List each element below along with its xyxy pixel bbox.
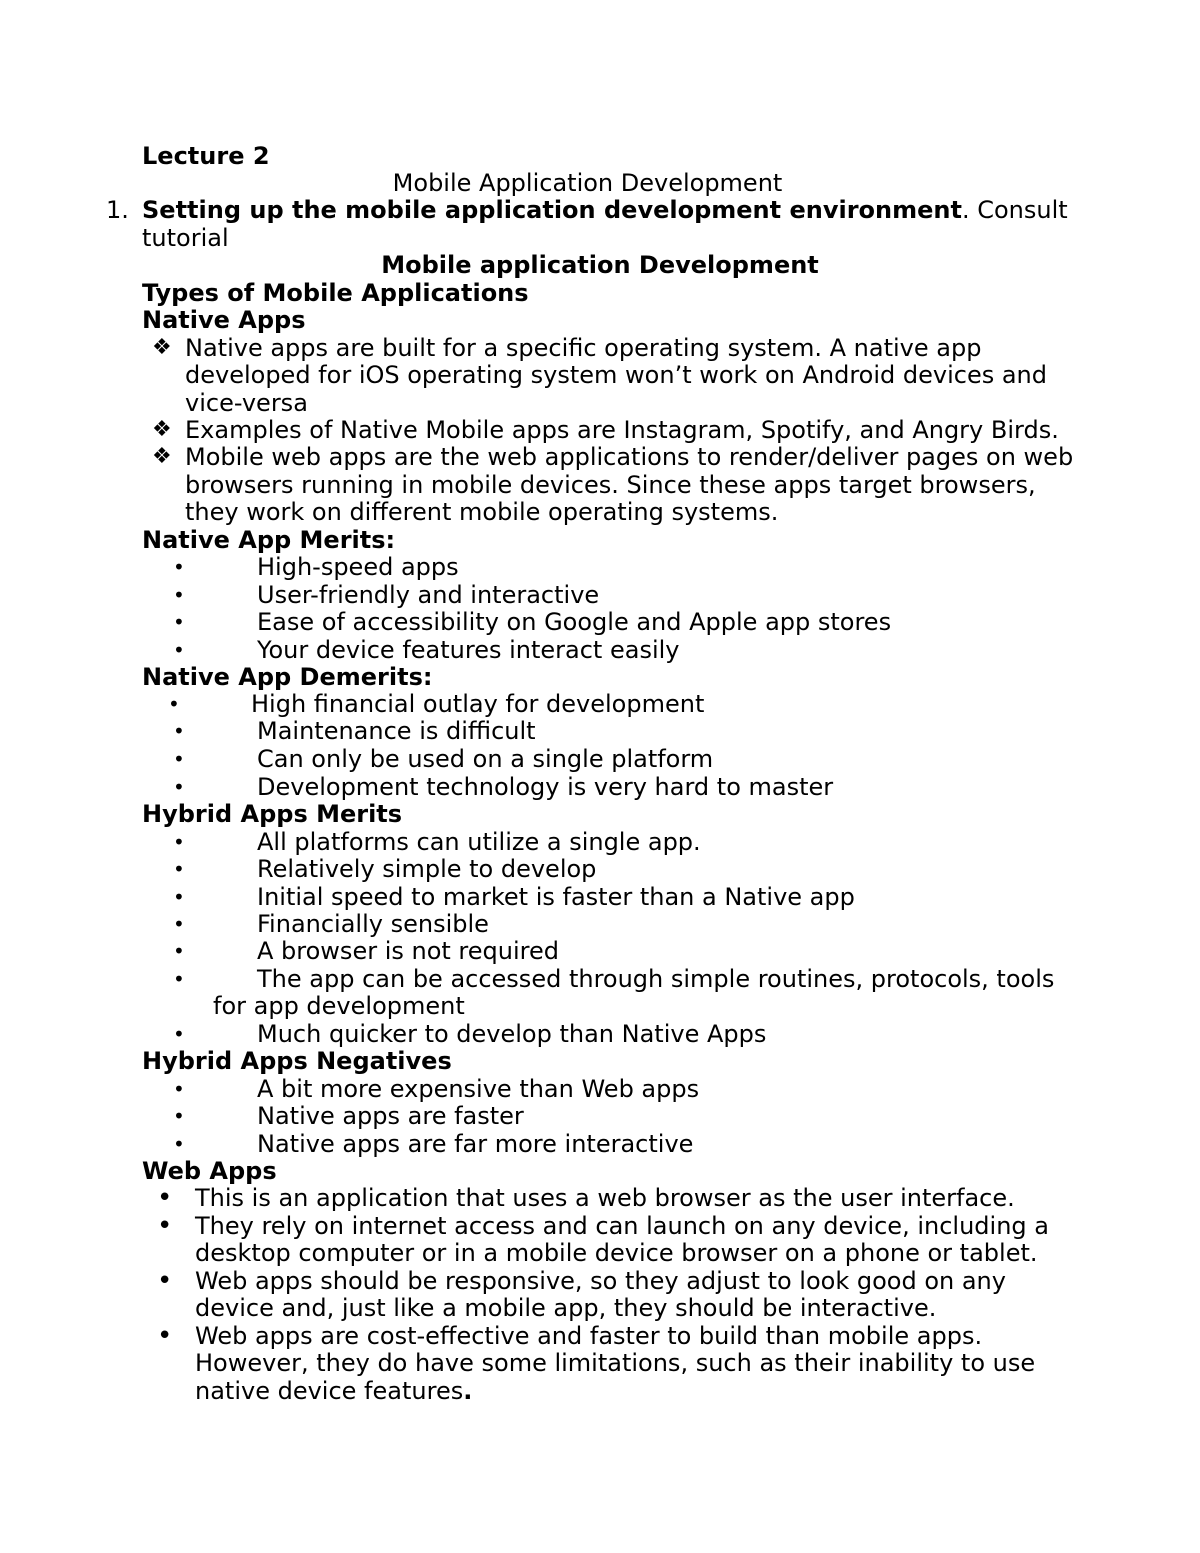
item1-rest-text: . Consult bbox=[961, 196, 1068, 224]
web-bullet-3-line-1: Web apps should be responsive, so they adjust to look good on any bbox=[195, 1267, 1006, 1295]
native-demerit-item: Can only be used on a single platform bbox=[257, 745, 714, 773]
web-bullet-2-line-1: They rely on internet access and can launch on any device, including a bbox=[195, 1212, 1049, 1240]
hybrid-merit-item: Initial speed to market is faster than a Native app bbox=[257, 883, 855, 911]
bullet-dot-icon: • bbox=[173, 1022, 185, 1046]
web-bullet-1-line-1: This is an application that uses a web browser as the user interface. bbox=[195, 1184, 1015, 1212]
diamond-bullet-icon: ❖ bbox=[152, 444, 172, 469]
document-subtitle: Mobile Application Development bbox=[392, 169, 783, 197]
native-demerit-item: High financial outlay for development bbox=[251, 690, 705, 718]
bullet-dot-icon: • bbox=[173, 1132, 185, 1156]
bullet-dot-icon: • bbox=[173, 939, 185, 963]
hybrid-merit-item: A browser is not required bbox=[257, 937, 559, 965]
hybrid-merit-item: Financially sensible bbox=[257, 910, 489, 938]
bullet-dot-icon: • bbox=[173, 719, 185, 743]
bullet-dot-icon: • bbox=[157, 1183, 173, 1213]
hybrid-merit-item: All platforms can utilize a single app. bbox=[257, 828, 701, 856]
web-bullet-4-line-1: Web apps are cost-effective and faster to build than mobile apps. bbox=[195, 1322, 983, 1350]
hybrid-negative-item: Native apps are faster bbox=[257, 1102, 524, 1130]
native-merits-heading: Native App Merits: bbox=[142, 526, 396, 554]
hybrid-merit-wrap-line: for app development bbox=[213, 992, 465, 1020]
web-bullet-4-line-3: native device features bbox=[195, 1377, 464, 1405]
item1-bold-text: Setting up the mobile application development environment bbox=[142, 196, 962, 224]
hybrid-negative-item: A bit more expensive than Web apps bbox=[257, 1075, 700, 1103]
bullet-dot-icon: • bbox=[157, 1266, 173, 1296]
final-period: . bbox=[463, 1377, 473, 1405]
bullet-dot-icon: • bbox=[173, 830, 185, 854]
bullet-dot-icon: • bbox=[173, 1104, 185, 1128]
bullet-dot-icon: • bbox=[173, 885, 185, 909]
diamond-bullet-icon: ❖ bbox=[152, 335, 172, 360]
hybrid-merit-item: Much quicker to develop than Native Apps bbox=[257, 1020, 767, 1048]
item1-text bbox=[142, 196, 1068, 224]
bullet-dot-icon: • bbox=[173, 638, 185, 662]
native-bullet-1-line-3: vice-versa bbox=[185, 389, 308, 417]
native-merit-item: User-friendly and interactive bbox=[257, 581, 600, 609]
bullet-dot-icon: • bbox=[173, 775, 185, 799]
web-bullet-4-line-2: However, they do have some limitations, such as their inability to use bbox=[195, 1349, 1036, 1377]
bullet-dot-icon: • bbox=[157, 1211, 173, 1241]
bullet-dot-icon: • bbox=[173, 1077, 185, 1101]
bullet-dot-icon: • bbox=[173, 583, 185, 607]
bullet-dot-icon: • bbox=[168, 692, 180, 716]
native-merit-item: High-speed apps bbox=[257, 553, 459, 581]
native-demerit-item: Maintenance is difficult bbox=[257, 717, 536, 745]
web-apps-heading: Web Apps bbox=[142, 1157, 277, 1185]
native-bullet-2-line-1: Examples of Native Mobile apps are Instagram, Spotify, and Angry Birds. bbox=[185, 416, 1059, 444]
native-bullet-3-line-3: they work on different mobile operating systems. bbox=[185, 498, 779, 526]
list-number-1: 1. bbox=[106, 196, 129, 224]
hybrid-negatives-heading: Hybrid Apps Negatives bbox=[142, 1047, 452, 1075]
bullet-dot-icon: • bbox=[173, 610, 185, 634]
native-bullet-3-line-1: Mobile web apps are the web applications to render/deliver pages on web bbox=[185, 443, 1074, 471]
hybrid-merit-item: Relatively simple to develop bbox=[257, 855, 597, 883]
native-merit-item: Ease of accessibility on Google and Apple app stores bbox=[257, 608, 892, 636]
native-demerit-item: Development technology is very hard to master bbox=[257, 773, 834, 801]
hybrid-merits-heading: Hybrid Apps Merits bbox=[142, 800, 403, 828]
native-bullet-3-line-2: browsers running in mobile devices. Since these apps target browsers, bbox=[185, 471, 1036, 499]
native-demerits-heading: Native App Demerits: bbox=[142, 663, 433, 691]
bullet-dot-icon: • bbox=[173, 747, 185, 771]
item1-continuation: tutorial bbox=[142, 224, 229, 252]
web-bullet-3-line-2: device and, just like a mobile app, they should be interactive. bbox=[195, 1294, 937, 1322]
native-bullet-1-line-1: Native apps are built for a specific operating system. A native app bbox=[185, 334, 982, 362]
bullet-dot-icon: • bbox=[157, 1321, 173, 1351]
web-bullet-2-line-2: desktop computer or in a mobile device browser on a phone or tablet. bbox=[195, 1239, 1038, 1267]
section-heading: Mobile application Development bbox=[381, 251, 819, 279]
native-apps-heading: Native Apps bbox=[142, 306, 306, 334]
bullet-dot-icon: • bbox=[173, 555, 185, 579]
hybrid-merit-item: The app can be accessed through simple routines, protocols, tools bbox=[257, 965, 1055, 993]
native-merit-item: Your device features interact easily bbox=[257, 636, 680, 664]
bullet-dot-icon: • bbox=[173, 912, 185, 936]
lecture-label: Lecture 2 bbox=[142, 142, 270, 170]
web-bullet-4-line-3-wrap bbox=[195, 1377, 472, 1405]
diamond-bullet-icon: ❖ bbox=[152, 417, 172, 442]
bullet-dot-icon: • bbox=[173, 967, 185, 991]
types-heading: Types of Mobile Applications bbox=[142, 279, 529, 307]
hybrid-negative-item: Native apps are far more interactive bbox=[257, 1130, 694, 1158]
bullet-dot-icon: • bbox=[173, 857, 185, 881]
native-bullet-1-line-2: developed for iOS operating system won’t work on Android devices and bbox=[185, 361, 1047, 389]
